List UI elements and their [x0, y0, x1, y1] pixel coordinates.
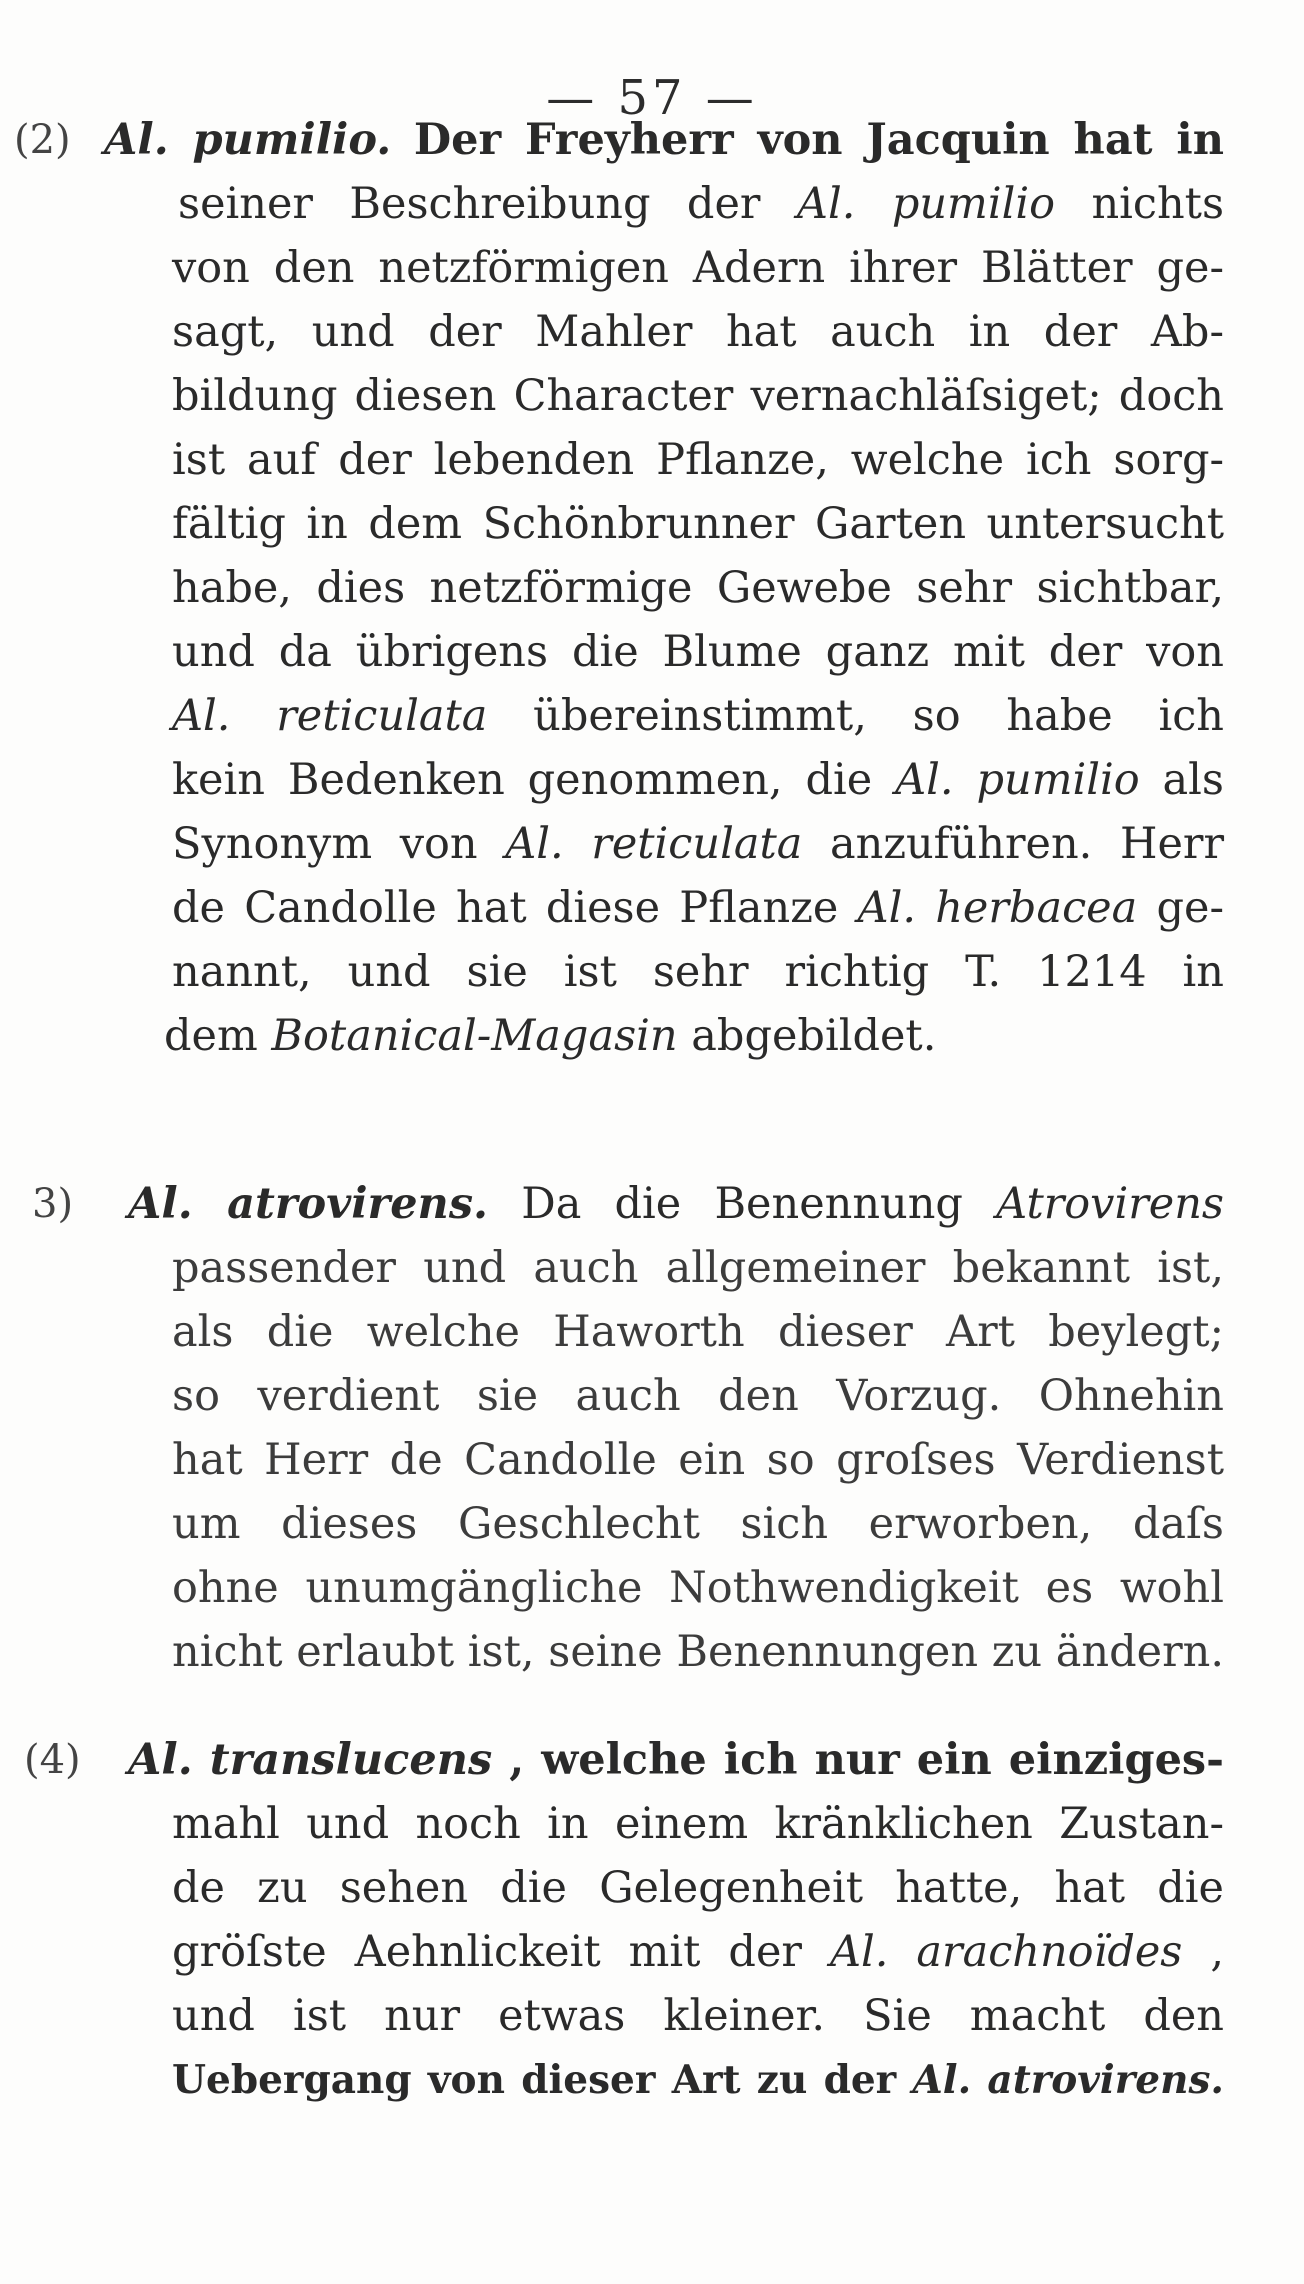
note-text: nichts: [1091, 179, 1225, 229]
book-title: Botanical-Magasin: [271, 1011, 678, 1061]
note-line: [128, 1172, 1224, 1236]
note-line: fältig in dem Schönbrunner Garten untersucht: [172, 499, 1224, 549]
note-text: ,: [1210, 1927, 1225, 1977]
note-line: und da übrigens die Blume ganz mit der von: [172, 627, 1224, 677]
note-line: [172, 2048, 1224, 2112]
note-marker: 3): [32, 1181, 74, 1227]
note-text: Da die Benennung: [521, 1179, 963, 1229]
note-marker: (4): [24, 1737, 81, 1783]
note-text: seiner Beschreibung der: [178, 179, 761, 229]
note-line: [172, 1920, 1224, 1984]
taxon-name: Al. herbacea: [857, 883, 1138, 933]
note-line: [172, 812, 1224, 876]
note-marker: (2): [14, 117, 71, 163]
note-text: als: [1162, 755, 1224, 805]
taxon-name: Al. atrovirens.: [128, 1179, 489, 1229]
taxon-name: Al. translucens: [128, 1735, 493, 1785]
note-text: übereinstimmt, so habe ich: [533, 691, 1224, 741]
taxon-name: Al. atrovirens.: [912, 2057, 1225, 2103]
note-text: dem: [164, 1011, 258, 1061]
note-line: um dieses Geschlecht sich erworben, daſs: [172, 1499, 1224, 1549]
taxon-name: Al. pumilio.: [104, 115, 392, 165]
note-line: de zu sehen die Gelegenheit hatte, hat die: [172, 1863, 1224, 1913]
note-line: [172, 876, 1224, 940]
note-text: anzuführen. Herr: [830, 819, 1225, 869]
note-text: , welche ich nur ein einziges-: [509, 1735, 1224, 1785]
note-line: und ist nur etwas kleiner. Sie macht den: [172, 1991, 1224, 2041]
taxon-name: Al. reticulata: [172, 691, 488, 741]
note-line: so verdient sie auch den Vorzug. Ohnehin: [172, 1371, 1224, 1421]
note-line: bildung diesen Character vernachläſsiget; doch: [172, 371, 1224, 421]
taxon-name: Al. pumilio: [895, 755, 1140, 805]
taxon-name: Al. pumilio: [796, 179, 1055, 229]
note-line: als die welche Haworth dieser Art beylegt;: [172, 1307, 1224, 1357]
note-text: ge-: [1156, 883, 1224, 933]
note-text: abgebildet.: [691, 1011, 937, 1061]
note-text: kein Bedenken genommen, die: [172, 755, 873, 805]
note-text: Der Freyherr von Jacquin hat in: [413, 115, 1225, 165]
taxon-name: Al. reticulata: [505, 819, 803, 869]
note-line: von den netzförmigen Adern ihrer Blätter ge-: [172, 243, 1224, 293]
note-line: [172, 748, 1224, 812]
note-line: passender und auch allgemeiner bekannt ist,: [172, 1243, 1224, 1293]
note-line: nicht erlaubt ist, seine Benennungen zu ändern.: [172, 1627, 1224, 1677]
note-line: [128, 1728, 1224, 1792]
note-line: mahl und noch in einem kränklichen Zustan-: [172, 1799, 1224, 1849]
note-line: hat Herr de Candolle ein so groſses Verdienst: [172, 1435, 1224, 1485]
note-line: [104, 108, 1224, 172]
note-line: [172, 684, 1224, 748]
note-line: nannt, und sie ist sehr richtig T. 1214 in: [172, 947, 1224, 997]
note-text: Synonym von: [172, 819, 478, 869]
note-line: ohne unumgängliche Nothwendigkeit es wohl: [172, 1563, 1224, 1613]
note-line: habe, dies netzförmige Gewebe sehr sichtbar,: [172, 563, 1224, 613]
note-line: [164, 1004, 964, 1068]
taxon-name: Al. arachnoïdes: [829, 1927, 1183, 1977]
page-number: — 57 —: [546, 70, 758, 126]
taxon-name: Atrovirens: [996, 1179, 1224, 1229]
note-text: gröſste Aehnlickeit mit der: [172, 1927, 802, 1977]
note-line: ist auf der lebenden Pflanze, welche ich sorg-: [172, 435, 1224, 485]
note-line: [178, 172, 1224, 236]
note-line: sagt, und der Mahler hat auch in der Ab-: [172, 307, 1224, 357]
note-text: Uebergang von dieser Art zu der: [172, 2057, 897, 2103]
note-text: de Candolle hat diese Pflanze: [172, 883, 839, 933]
